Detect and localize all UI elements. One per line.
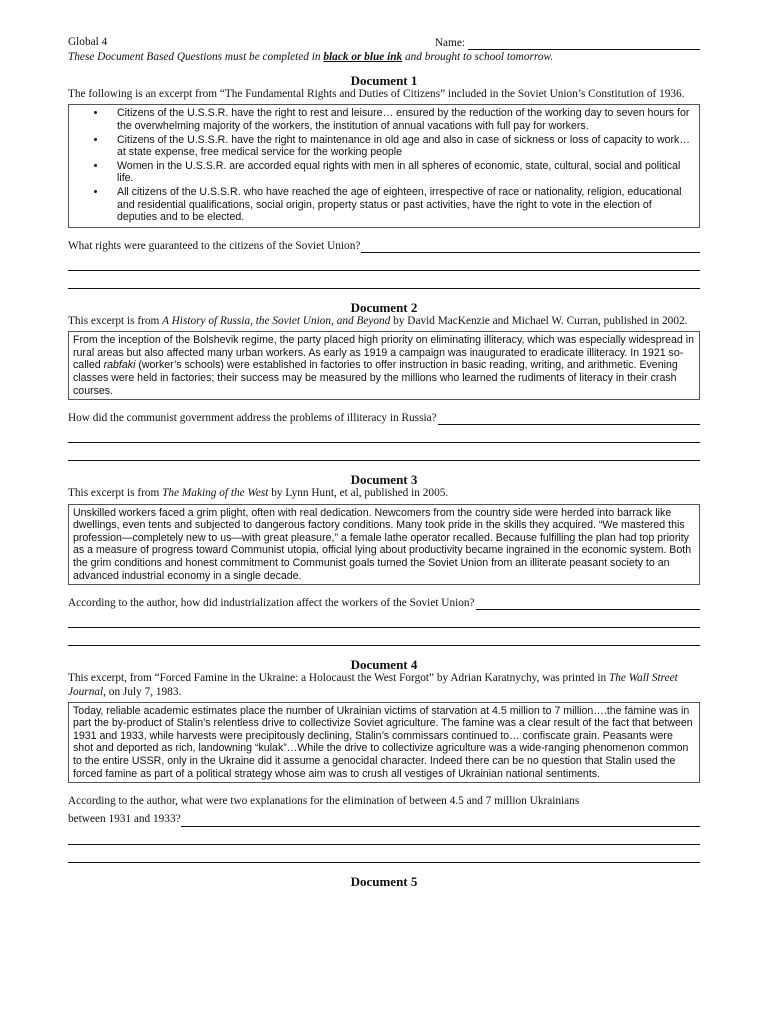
excerpt-bullet: • Citizens of the U.S.S.R. have the right to maintenance in old age and also in case of sickness or loss of capacity to work…at state expense, free medical service for the working people [107,134,693,159]
ink-requirement: black or blue ink [323,51,403,63]
instructions: These Document Based Questions must be completed in black or blue ink and brought to school tomorrow. [68,51,554,63]
name-field[interactable] [435,36,700,50]
name-label: Name: [434,36,465,49]
document-3-excerpt-box: Unskilled workers faced a grim plight, often with real dedication. Newcomers from the country side were herded into barrack like dwellings, even tents and subjected to dangerous factory conditions. Many took pride in the skills they acquired. “We mastered this profession—completely new to us—with great pleasure,” a female lathe operator recalled. Because fulfilling the plan had top priority as a measure of progress toward Communist utopia, official lying about productivity became ingrained in the economic system. Both the grim conditions and honest commitment to Communist goals turned the Soviet Union from an illiterate peasant society to an advanced industrial economy in a single decade. [68,504,700,586]
newspaper-title: The Wall Street Journal [68,672,678,698]
answer-line[interactable] [68,827,700,845]
document-2-intro: This excerpt is from A History of Russia, the Soviet Union, and Beyond by David MacKenzie and Michael W. Curran, published in 2002. [68,314,688,327]
document-4-question: According to the author, what were two explanations for the elimination of between 4.5 and 7 million Ukrainians between 1931 and 1933? [68,795,700,826]
book-title: The Making of the West [162,487,269,500]
document-3-intro: This excerpt is from The Making of the West by Lynn Hunt, et al, published in 2005. [68,487,449,500]
answer-blank[interactable] [476,598,700,610]
document-4-title: Document 4 [350,657,418,673]
answer-blank[interactable] [438,413,700,425]
course-title: Global 4 [68,36,108,48]
excerpt-bullet: • Citizens of the U.S.S.R. have the right to rest and leisure… ensured by the reduction of the working day to seven hours for the overwhelming majority of the workers, the institution of annual vacations with full pay for workers. [107,107,693,132]
document-2-title: Document 2 [350,299,418,315]
answer-blank[interactable] [361,241,700,253]
term-rabfaki: rabfaki [103,359,136,372]
answer-line[interactable] [68,443,700,461]
document-1-intro: The following is an excerpt from “The Fundamental Rights and Duties of Citizens” included in the Soviet Union’s Constitution of 1936. [68,88,685,101]
document-2-question: How did the communist government address the problems of illiteracy in Russia? [68,412,700,425]
document-1-question: What rights were guaranteed to the citizens of the Soviet Union? [68,240,700,253]
document-5-title: Document 5 [350,873,418,889]
document-3-question: According to the author, how did industrialization affect the workers of the Soviet Union? [68,597,700,610]
answer-line[interactable] [68,845,700,863]
worksheet [68,36,700,889]
document-1-excerpt-box [68,104,700,227]
answer-line[interactable] [68,610,700,628]
document-3-title: Document 3 [350,472,418,488]
header-row [68,36,700,50]
book-title: A History of Russia, the Soviet Union, and Beyond [162,314,391,327]
document-2-excerpt-box: From the inception of the Bolshevik regime, the party placed high priority on eliminating illiteracy, which was especially widespread in rural areas but also affected many urban workers. As early as 1919 a campaign was inaugurated to eradicate illiteracy. In 1921 so-called rabfaki (worker’s schools) were established in factories to offer instruction in basic reading, writing, and arithmetic. Evening classes were held in factories; their success may be measured by the millions who learned the rudiments of literacy in their crash courses. [68,331,700,400]
document-1-title: Document 1 [350,73,418,89]
answer-line[interactable] [68,628,700,646]
document-4-intro: This excerpt, from “Forced Famine in the Ukraine: a Holocaust the West Forgot” by Adrian Karatnychy, was printed in The Wall Street Journal, on July 7, 1983. [68,672,678,698]
excerpt-bullet: • All citizens of the U.S.S.R. who have reached the age of eighteen, irrespective of race or nationality, religion, educational and residential qualifications, social origin, property status or past activities, have the right to vote in the election of deputies and to be elected. [107,186,693,224]
name-blank-line[interactable] [468,38,700,50]
excerpt-bullet: • Women in the U.S.S.R. are accorded equal rights with men in all spheres of economic, state, cultural, social and political life. [107,160,693,185]
answer-line[interactable] [68,253,700,271]
answer-line[interactable] [68,271,700,289]
answer-line[interactable] [68,425,700,443]
document-4-excerpt-box: Today, reliable academic estimates place the number of Ukrainian victims of starvation at 4.5 million to 7 million….the famine was in part the by-product of Stalin’s relentless drive to collectivize Soviet agriculture. The famine was a clear result of the fact that between 1931 and 1933, while harvests were precipitously declining, Stalin’s commissars continued to… confiscate grain. Peasants were shot and deported as rich, landowning “kulak”…While the drive to collectivize agriculture was a wide-ranging phenomenon common to the entire USSR, only in the Ukraine did it assume a genocidal character. Indeed there can be no question that Stalin used the forced famine as part of a political strategy whose aim was to crush all vestiges of Ukrainian national sentiments. [68,702,700,784]
answer-blank[interactable] [181,815,700,827]
